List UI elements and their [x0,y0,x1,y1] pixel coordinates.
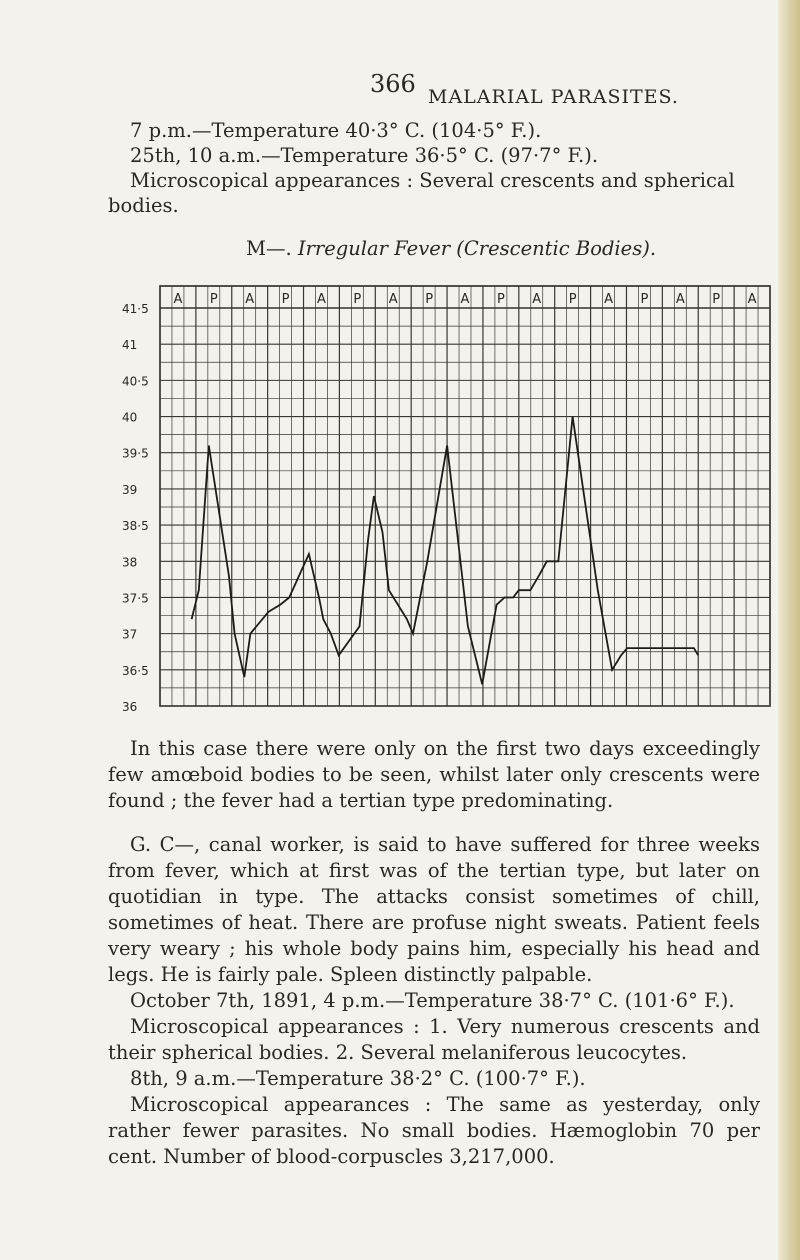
paragraph: 8th, 9 a.m.—Temperature 38·2° C. (100·7° F.). [130,1067,586,1090]
paragraph: In this case there were only on the first two days exceedingly few amœboid bodies to be seen, whilst later only crescents were found ; the fever had a tertian type predominating. [108,737,760,812]
y-tick-label: 40 [122,410,138,425]
paragraph: Microscopical appearances : 1. Very numerous crescents and their spherical bodies. 2. Several melaniferous leucocytes. [108,1015,760,1064]
category-label: P [712,292,721,307]
category-label: P [353,292,362,307]
page-edge [778,0,800,1260]
y-tick-label: 38 [122,555,138,570]
chart-caption [246,237,656,260]
chart-frame [160,286,770,706]
y-tick-label: 38·5 [122,519,149,534]
body-text [108,736,760,1170]
category-label: P [281,292,290,307]
category-labels [173,292,756,307]
category-label: P [209,292,218,307]
temperature-chart [122,278,780,718]
category-label: P [425,292,434,307]
caption-prefix: M—. [246,237,298,260]
category-label: A [173,292,183,307]
category-label: A [245,292,255,307]
category-label: A [747,292,757,307]
page-header [0,70,800,110]
category-label: A [317,292,326,307]
category-label: A [532,292,542,307]
running-title: MALARIAL PARASITES. [428,86,679,108]
category-label: P [568,292,577,307]
top-line: 25th, 10 a.m.—Temperature 36·5° C. (97·7° F.). [130,144,599,167]
y-tick-label: 39·5 [122,446,149,461]
category-label: A [388,292,398,307]
page-number: 366 [370,70,416,98]
paragraph: Microscopical appearances : The same as yesterday, only rather fewer parasites. No small bodies. Hæmoglobin 70 per cent. Number of blood-corpuscles 3,217,000. [108,1093,760,1168]
paragraph: October 7th, 1891, 4 p.m.—Temperature 38·7° C. (101·6° F.). [130,989,735,1012]
paragraph: G. C—, canal worker, is said to have suffered for three weeks from fever, which at first was of the tertian type, but later on quotidian in type. The attacks consist sometimes of chill, sometimes of heat. There are profuse night sweats. Patient feels very weary ; his whole body pains him, especially his head and legs. He is fairly pale. Spleen distinctly palpable. [108,833,760,986]
y-tick-labels [122,302,149,714]
top-line: 7 p.m.—Temperature 40·3° C. (104·5° F.). [130,119,542,142]
category-label: A [460,292,470,307]
y-tick-label: 37 [122,627,138,642]
category-label: A [604,292,613,307]
top-paragraph [108,118,758,218]
top-line: Microscopical appearances : Several crescents and spherical bodies. [108,169,735,217]
y-tick-label: 41 [122,338,138,353]
category-label: A [675,292,685,307]
caption-title: Irregular Fever (Crescentic Bodies). [297,237,657,260]
chart-grid [160,286,770,706]
y-tick-label: 36·5 [122,663,149,678]
y-tick-label: 39 [122,482,138,497]
category-label: P [640,292,649,307]
y-tick-label: 41·5 [122,302,149,316]
y-tick-label: 37·5 [122,591,149,606]
category-label: P [496,292,505,307]
y-tick-label: 36 [122,700,138,714]
y-tick-label: 40·5 [122,374,149,389]
